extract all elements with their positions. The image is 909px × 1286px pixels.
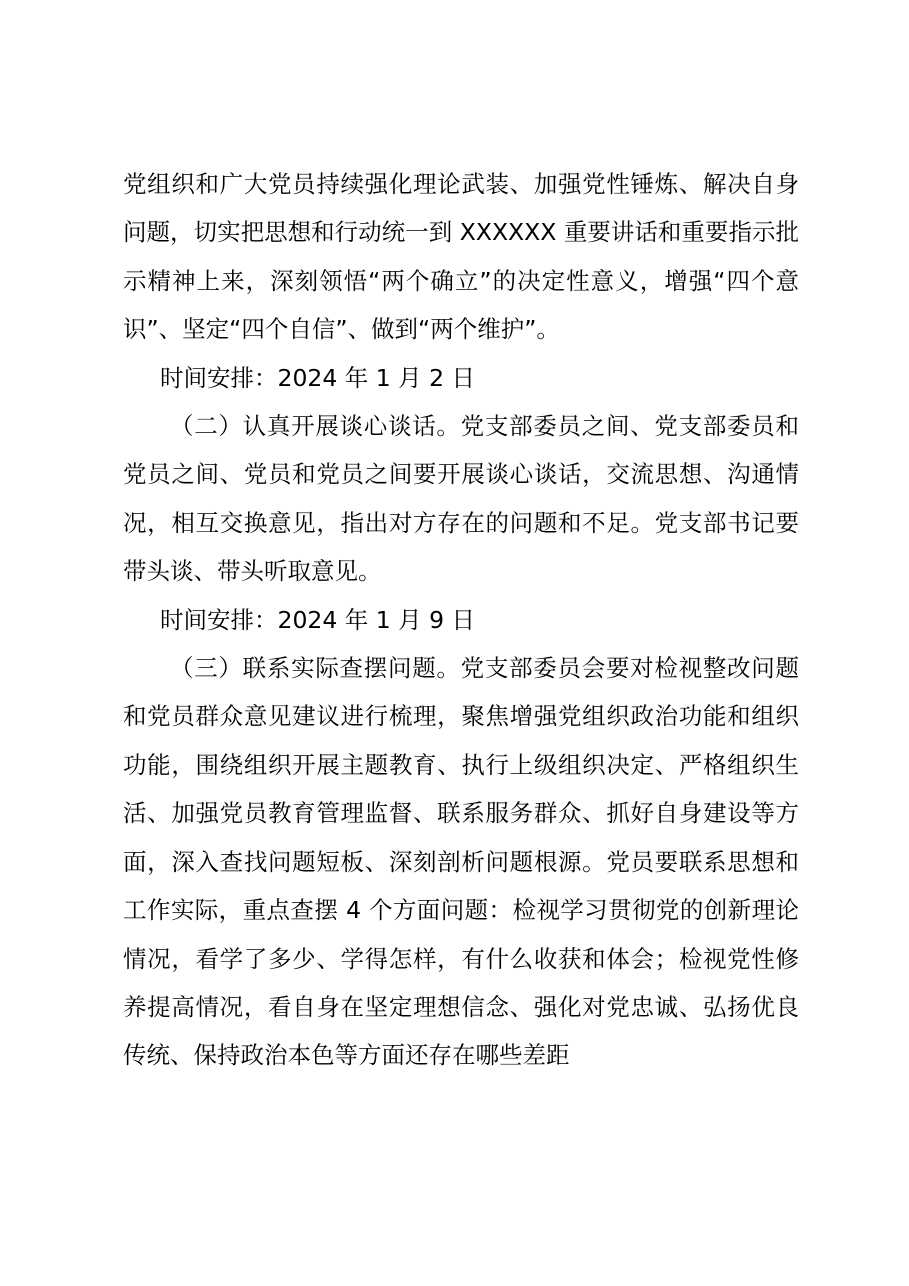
schedule-line-2: 时间安排：2024 年 1 月 9 日 bbox=[160, 605, 476, 634]
document-body bbox=[123, 160, 799, 1080]
section-three-paragraph: （三）联系实际查摆问题。党支部委员会要对检视整改问题和党员群众意见建议进行梳理，聚焦增强党组织政治功能和组织功能，围绕组织开展主题教育、执行上级组织决定、严格组织生活、加强党员教育管理监督、联系服务群众、抓好自身建设等方面，深入查找问题短板、深刻剖析问题根源。党员要联系思想和工作实际，重点查摆 4 个方面问题：检视学习贯彻党的创新理论情况，看学了多少、学得怎样，有什么收获和体会；检视党性修养提高情况，看自身在坚定理想信念、强化对党忠诚、弘扬优良传统、保持政治本色等方面还存在哪些差距 bbox=[123, 654, 799, 1070]
section-two-paragraph: （二）认真开展谈心谈话。党支部委员之间、党支部委员和党员之间、党员和党员之间要开展谈心谈话，交流思想、沟通情况，相互交换意见，指出对方存在的问题和不足。党支部书记要带头谈、带头听取意见。 bbox=[123, 412, 799, 586]
schedule-line-1: 时间安排：2024 年 1 月 2 日 bbox=[160, 363, 476, 392]
paragraph-continuation: 党组织和广大党员持续强化理论武装、加强党性锤炼、解决自身问题，切实把思想和行动统一到 XXXXXX 重要讲话和重要指示批示精神上来，深刻领悟“两个确立”的决定性意义，增强“四个意识”、坚定“四个自信”、做到“两个维护”。 bbox=[123, 170, 799, 344]
